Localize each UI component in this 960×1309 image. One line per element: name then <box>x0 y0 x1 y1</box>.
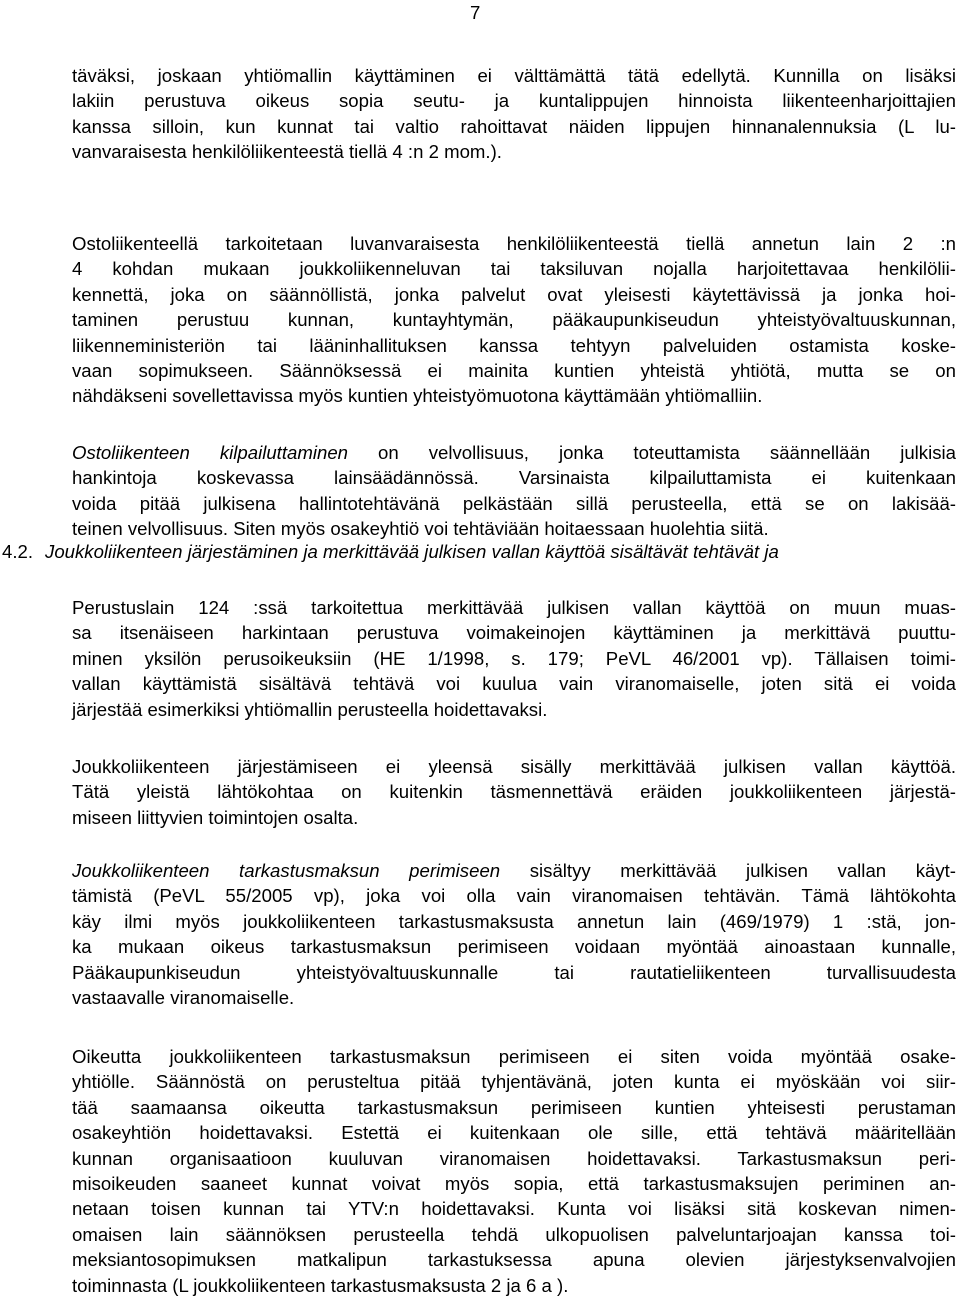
text-line: lakiin perustuva oikeus sopia seutu- ja kuntalippujen hinnoista liikenteenharjoittajien <box>72 90 956 112</box>
text-line: kunnan organisaatioon kuuluvan viranomaisen hoidettavaksi. Tarkastusmaksun peri- <box>72 1147 956 1169</box>
text-line: toiminnasta (L joukkoliikenteen tarkastusmaksusta 2 ja 6 a ). <box>72 1274 569 1296</box>
text-run: on velvollisuus, jonka toteuttamista säännellään julkisia <box>348 442 956 463</box>
text-line: liikenneministeriön tai lääninhallituksen kanssa tehtyyn palveluiden ostamista koske- <box>72 334 956 356</box>
text-line <box>72 858 956 883</box>
paragraph-oikeus <box>72 1044 956 1298</box>
text-line: Perustuslain 124 :ssä tarkoitettua merkittävää julkisen vallan käyttöä on muun muas- <box>72 597 956 618</box>
text-line: Pääkaupunkiseudun yhteistyövaltuuskunnalle tai rautatieliikenteen turvallisuudesta <box>72 961 956 983</box>
text-line: käy ilmi myös joukkoliikenteen tarkastusmaksusta annetun lain (469/1979) 1 :stä, jon- <box>72 910 956 932</box>
text-line: täväksi, joskaan yhtiömallin käyttäminen ei välttämättä tätä edellytä. Kunnilla on lisäksi <box>72 65 956 86</box>
text-line: 4 kohdan mukaan joukkoliikenneluvan tai taksiluvan nojalla harjoitettavaa henkilölii- <box>72 258 956 280</box>
text-line: hankintoja koskevassa lainsäädännössä. Varsinaista kilpailuttamista ei kuitenkaan <box>72 467 956 489</box>
text-line: tämistä (PeVL 55/2005 vp), joka voi olla vain viranomaisen tehtävän. Tämä lähtökohta <box>72 885 956 907</box>
text-line: Ostoliikenteellä tarkoitetaan luvanvaraisesta henkilöliikenteestä tiellä annetun lain 2 :n <box>72 233 956 254</box>
page-number: 7 <box>470 2 481 23</box>
text-line: osakeyhtiön hoidettavaksi. Estettä ei kuitenkaan ole sille, että tehtävä määritellään <box>72 1122 956 1144</box>
text-line: omaisen lain säännöksen perusteella tehdä ulkopuolisen palveluntarjoajan kanssa toi- <box>72 1223 956 1245</box>
text-line: yhtiölle. Säännöstä on perusteltua pitää tyhjentävänä, joten kunta ei myöskään voi siir- <box>72 1071 956 1093</box>
text-line: järjestää esimerkiksi yhtiömallin perusteella hoidettavaksi. <box>72 698 548 720</box>
text-line: minen yksilön perusoikeuksiin (HE 1/1998, s. 179; PeVL 46/2001 vp). Tällaisen toimi- <box>72 647 956 669</box>
text-line: kanssa silloin, kun kunnat tai valtio rahoittavat näiden lippujen hinnanalennuksia (L lu- <box>72 115 956 137</box>
text-line: meksiantosopimuksen matkalipun tarkastuksessa apuna olevien järjestyksenvalvojien <box>72 1249 956 1271</box>
text-line: vaan sopimukseen. Säännöksessä ei mainita kuntien yhteistä yhtiötä, mutta se on <box>72 359 956 381</box>
section-title: Joukkoliikenteen järjestäminen ja merkittävää julkisen vallan käyttöä sisältävät tehtävät ja <box>45 541 779 562</box>
text-line: vallan käyttämistä sisältävä tehtävä voi kuulua vain viranomaiselle, joten sitä ei voida <box>72 673 956 695</box>
text-line: tää saamaansa oikeutta tarkastusmaksun perimiseen kuntien yhteisesti perustaman <box>72 1096 956 1118</box>
paragraph-kilpailuttaminen <box>72 440 956 542</box>
italic-term: Joukkoliikenteen tarkastusmaksun perimiseen <box>72 860 501 881</box>
paragraph-ostoliikenne <box>72 231 956 409</box>
text-line: voida pitää julkisena hallintotehtävänä pelkästään sillä perusteella, että se on lakisää- <box>72 492 956 514</box>
text-line: nähdäkseni sovellettavissa myös kuntien yhteistyömuotona käyttämään yhtiömalliin. <box>72 385 763 407</box>
section-heading <box>2 539 956 564</box>
paragraph-perustuslaki <box>72 595 956 722</box>
text-line: Oikeutta joukkoliikenteen tarkastusmaksun perimiseen ei siten voida myöntää osake- <box>72 1046 956 1067</box>
text-line: kennettä, joka on säännöllistä, jonka palvelut ovat yleisesti käytettävissä ja jonka hoi- <box>72 283 956 305</box>
text-line: Joukkoliikenteen järjestämiseen ei yleensä sisälly merkittävää julkisen vallan käyttöä. <box>72 756 956 777</box>
italic-term: Ostoliikenteen kilpailuttaminen <box>72 442 348 463</box>
paragraph-tarkastusmaksu <box>72 858 956 1010</box>
text-line: teinen velvollisuus. Siten myös osakeyhtiö voi tehtäviään hoitaessaan huolehtia siitä. <box>72 518 769 540</box>
section-number: 4.2. <box>2 541 34 562</box>
text-line: misoikeuden saaneet kunnat voivat myös sopia, että tarkastusmaksujen periminen an- <box>72 1172 956 1194</box>
text-line <box>72 440 956 465</box>
text-run: sisältyy merkittävää julkisen vallan käyt- <box>500 860 956 881</box>
text-line: ka mukaan oikeus tarkastusmaksun perimiseen voidaan myöntää ainoastaan kunnalle, <box>72 936 956 958</box>
text-line: taminen perustuu kunnan, kuntayhtymän, pääkaupunkiseudun yhteistyövaltuuskunnan, <box>72 309 956 331</box>
text-line: netaan toisen kunnan tai YTV:n hoidettavaksi. Kunta voi lisäksi sitä koskevan nimen- <box>72 1198 956 1220</box>
paragraph-jarjestaminen <box>72 754 956 830</box>
text-line: sa itsenäiseen harkintaan perustuva voimakeinojen käyttäminen ja merkittävä puuttu- <box>72 622 956 644</box>
text-line: vanvaraisesta henkilöliikenteestä tiellä 4 :n 2 mom.). <box>72 141 502 163</box>
text-line: miseen liittyvien toimintojen osalta. <box>72 806 359 828</box>
paragraph-intro <box>72 63 956 165</box>
text-line: vastaavalle viranomaiselle. <box>72 986 295 1008</box>
text-line: Tätä yleistä lähtökohtaa on kuitenkin täsmennettävä eräiden joukkoliikenteen järjestä- <box>72 781 956 803</box>
